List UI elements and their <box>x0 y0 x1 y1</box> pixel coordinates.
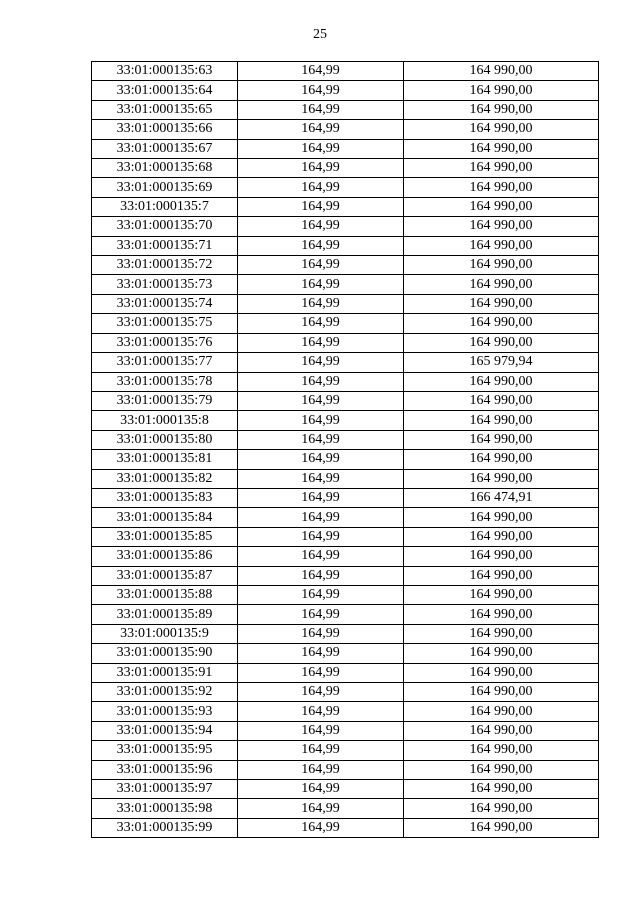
area-cell: 164,99 <box>238 741 404 760</box>
table-row <box>92 256 599 275</box>
cadastral-number-cell: 33:01:000135:85 <box>92 527 238 546</box>
cadastral-number-cell: 33:01:000135:78 <box>92 372 238 391</box>
value-cell: 164 990,00 <box>404 391 599 410</box>
table-row <box>92 780 599 799</box>
table-row <box>92 624 599 643</box>
table-body <box>92 62 599 838</box>
value-cell: 164 990,00 <box>404 411 599 430</box>
cadastral-number-cell: 33:01:000135:72 <box>92 256 238 275</box>
area-cell: 164,99 <box>238 314 404 333</box>
area-cell: 164,99 <box>238 663 404 682</box>
cadastral-number-cell: 33:01:000135:87 <box>92 566 238 585</box>
page-number: 25 <box>313 27 327 42</box>
cadastral-number-cell: 33:01:000135:83 <box>92 488 238 507</box>
table-row <box>92 333 599 352</box>
table-row <box>92 508 599 527</box>
area-cell: 164,99 <box>238 760 404 779</box>
cadastral-number-cell: 33:01:000135:77 <box>92 353 238 372</box>
table-row <box>92 469 599 488</box>
cadastral-number-cell: 33:01:000135:89 <box>92 605 238 624</box>
value-cell: 164 990,00 <box>404 236 599 255</box>
cadastral-number-cell: 33:01:000135:73 <box>92 275 238 294</box>
area-cell: 164,99 <box>238 333 404 352</box>
table-row <box>92 760 599 779</box>
cadastral-number-cell: 33:01:000135:63 <box>92 62 238 81</box>
table-row <box>92 605 599 624</box>
value-cell: 164 990,00 <box>404 469 599 488</box>
area-cell: 164,99 <box>238 391 404 410</box>
cadastral-number-cell: 33:01:000135:88 <box>92 585 238 604</box>
value-cell: 164 990,00 <box>404 741 599 760</box>
area-cell: 164,99 <box>238 372 404 391</box>
value-cell: 164 990,00 <box>404 217 599 236</box>
cadastral-number-cell: 33:01:000135:93 <box>92 702 238 721</box>
value-cell: 164 990,00 <box>404 585 599 604</box>
table-row <box>92 683 599 702</box>
table-row <box>92 741 599 760</box>
table-row <box>92 799 599 818</box>
cadastral-number-cell: 33:01:000135:95 <box>92 741 238 760</box>
cadastral-number-cell: 33:01:000135:98 <box>92 799 238 818</box>
value-cell: 164 990,00 <box>404 81 599 100</box>
table-row <box>92 372 599 391</box>
area-cell: 164,99 <box>238 508 404 527</box>
value-cell: 164 990,00 <box>404 62 599 81</box>
cadastral-number-cell: 33:01:000135:82 <box>92 469 238 488</box>
value-cell: 164 990,00 <box>404 120 599 139</box>
table-row <box>92 217 599 236</box>
table-row <box>92 411 599 430</box>
area-cell: 164,99 <box>238 644 404 663</box>
cadastral-number-cell: 33:01:000135:84 <box>92 508 238 527</box>
cadastral-number-cell: 33:01:000135:7 <box>92 197 238 216</box>
value-cell: 164 990,00 <box>404 527 599 546</box>
area-cell: 164,99 <box>238 217 404 236</box>
value-cell: 164 990,00 <box>404 450 599 469</box>
value-cell: 164 990,00 <box>404 624 599 643</box>
area-cell: 164,99 <box>238 294 404 313</box>
cadastral-number-cell: 33:01:000135:67 <box>92 139 238 158</box>
value-cell: 164 990,00 <box>404 780 599 799</box>
cadastral-table <box>91 61 599 838</box>
cadastral-number-cell: 33:01:000135:91 <box>92 663 238 682</box>
area-cell: 164,99 <box>238 236 404 255</box>
cadastral-number-cell: 33:01:000135:70 <box>92 217 238 236</box>
value-cell: 164 990,00 <box>404 275 599 294</box>
table-row <box>92 275 599 294</box>
area-cell: 164,99 <box>238 818 404 837</box>
value-cell: 164 990,00 <box>404 663 599 682</box>
area-cell: 164,99 <box>238 450 404 469</box>
area-cell: 164,99 <box>238 256 404 275</box>
table-row <box>92 585 599 604</box>
cadastral-number-cell: 33:01:000135:71 <box>92 236 238 255</box>
area-cell: 164,99 <box>238 683 404 702</box>
area-cell: 164,99 <box>238 547 404 566</box>
cadastral-number-cell: 33:01:000135:94 <box>92 721 238 740</box>
cadastral-number-cell: 33:01:000135:76 <box>92 333 238 352</box>
area-cell: 164,99 <box>238 702 404 721</box>
cadastral-number-cell: 33:01:000135:92 <box>92 683 238 702</box>
table-row <box>92 644 599 663</box>
area-cell: 164,99 <box>238 197 404 216</box>
area-cell: 164,99 <box>238 275 404 294</box>
cadastral-number-cell: 33:01:000135:86 <box>92 547 238 566</box>
cadastral-number-cell: 33:01:000135:97 <box>92 780 238 799</box>
cadastral-number-cell: 33:01:000135:75 <box>92 314 238 333</box>
area-cell: 164,99 <box>238 100 404 119</box>
area-cell: 164,99 <box>238 721 404 740</box>
cadastral-number-cell: 33:01:000135:64 <box>92 81 238 100</box>
value-cell: 164 990,00 <box>404 178 599 197</box>
area-cell: 164,99 <box>238 605 404 624</box>
value-cell: 164 990,00 <box>404 818 599 837</box>
area-cell: 164,99 <box>238 411 404 430</box>
value-cell: 164 990,00 <box>404 100 599 119</box>
cadastral-number-cell: 33:01:000135:69 <box>92 178 238 197</box>
area-cell: 164,99 <box>238 566 404 585</box>
table-row <box>92 721 599 740</box>
table-row <box>92 178 599 197</box>
cadastral-number-cell: 33:01:000135:74 <box>92 294 238 313</box>
table-row <box>92 818 599 837</box>
table-row <box>92 391 599 410</box>
value-cell: 164 990,00 <box>404 256 599 275</box>
cadastral-number-cell: 33:01:000135:66 <box>92 120 238 139</box>
value-cell: 164 990,00 <box>404 139 599 158</box>
area-cell: 164,99 <box>238 81 404 100</box>
area-cell: 164,99 <box>238 780 404 799</box>
area-cell: 164,99 <box>238 139 404 158</box>
area-cell: 164,99 <box>238 488 404 507</box>
table-row <box>92 294 599 313</box>
cadastral-number-cell: 33:01:000135:65 <box>92 100 238 119</box>
value-cell: 164 990,00 <box>404 314 599 333</box>
area-cell: 164,99 <box>238 469 404 488</box>
table-row <box>92 81 599 100</box>
area-cell: 164,99 <box>238 624 404 643</box>
value-cell: 164 990,00 <box>404 294 599 313</box>
value-cell: 166 474,91 <box>404 488 599 507</box>
value-cell: 164 990,00 <box>404 508 599 527</box>
area-cell: 164,99 <box>238 62 404 81</box>
value-cell: 164 990,00 <box>404 430 599 449</box>
cadastral-number-cell: 33:01:000135:99 <box>92 818 238 837</box>
value-cell: 164 990,00 <box>404 547 599 566</box>
cadastral-number-cell: 33:01:000135:96 <box>92 760 238 779</box>
value-cell: 164 990,00 <box>404 159 599 178</box>
area-cell: 164,99 <box>238 120 404 139</box>
table-row <box>92 566 599 585</box>
value-cell: 164 990,00 <box>404 760 599 779</box>
area-cell: 164,99 <box>238 178 404 197</box>
value-cell: 164 990,00 <box>404 605 599 624</box>
value-cell: 165 979,94 <box>404 353 599 372</box>
table-row <box>92 547 599 566</box>
table-row <box>92 527 599 546</box>
area-cell: 164,99 <box>238 430 404 449</box>
table-row <box>92 139 599 158</box>
value-cell: 164 990,00 <box>404 702 599 721</box>
table-row <box>92 120 599 139</box>
value-cell: 164 990,00 <box>404 372 599 391</box>
area-cell: 164,99 <box>238 585 404 604</box>
table-row <box>92 488 599 507</box>
table-row <box>92 197 599 216</box>
table-row <box>92 353 599 372</box>
table-row <box>92 100 599 119</box>
value-cell: 164 990,00 <box>404 721 599 740</box>
value-cell: 164 990,00 <box>404 197 599 216</box>
table-row <box>92 450 599 469</box>
cadastral-number-cell: 33:01:000135:81 <box>92 450 238 469</box>
value-cell: 164 990,00 <box>404 799 599 818</box>
area-cell: 164,99 <box>238 159 404 178</box>
table-row <box>92 159 599 178</box>
cadastral-number-cell: 33:01:000135:90 <box>92 644 238 663</box>
table-row <box>92 663 599 682</box>
value-cell: 164 990,00 <box>404 644 599 663</box>
cadastral-number-cell: 33:01:000135:68 <box>92 159 238 178</box>
area-cell: 164,99 <box>238 799 404 818</box>
cadastral-number-cell: 33:01:000135:80 <box>92 430 238 449</box>
cadastral-number-cell: 33:01:000135:79 <box>92 391 238 410</box>
table-row <box>92 236 599 255</box>
value-cell: 164 990,00 <box>404 566 599 585</box>
table-row <box>92 62 599 81</box>
table-row <box>92 702 599 721</box>
value-cell: 164 990,00 <box>404 333 599 352</box>
table-row <box>92 430 599 449</box>
area-cell: 164,99 <box>238 527 404 546</box>
value-cell: 164 990,00 <box>404 683 599 702</box>
table-row <box>92 314 599 333</box>
cadastral-number-cell: 33:01:000135:9 <box>92 624 238 643</box>
area-cell: 164,99 <box>238 353 404 372</box>
cadastral-number-cell: 33:01:000135:8 <box>92 411 238 430</box>
